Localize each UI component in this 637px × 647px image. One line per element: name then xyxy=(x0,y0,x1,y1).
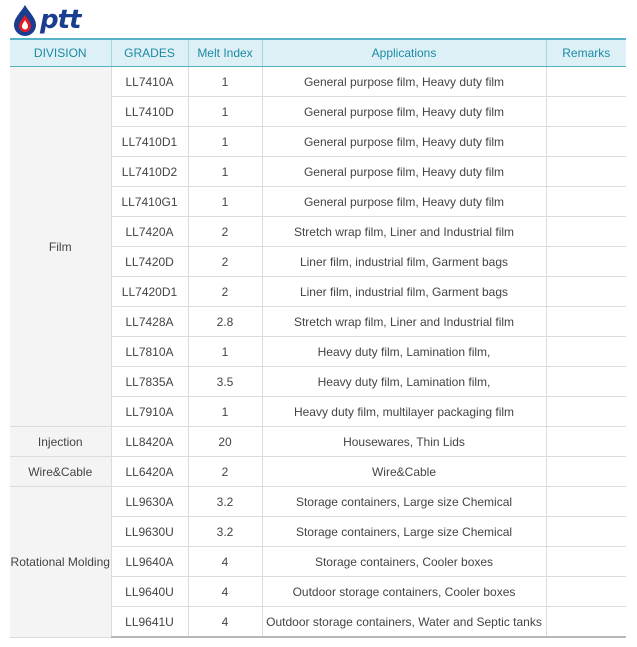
remarks-cell xyxy=(546,277,626,307)
melt-index-cell: 2.8 xyxy=(188,307,262,337)
grade-cell: LL6420A xyxy=(111,457,188,487)
remarks-cell xyxy=(546,577,626,607)
grade-cell: LL9630U xyxy=(111,517,188,547)
table-row xyxy=(10,457,626,487)
melt-index-cell: 4 xyxy=(188,577,262,607)
applications-cell: Wire&Cable xyxy=(262,457,546,487)
remarks-cell xyxy=(546,337,626,367)
melt-index-cell: 1 xyxy=(188,67,262,97)
logo-wordmark: ptt xyxy=(40,5,81,35)
grade-cell: LL7428A xyxy=(111,307,188,337)
melt-index-cell: 3.5 xyxy=(188,367,262,397)
remarks-cell xyxy=(546,367,626,397)
melt-index-cell: 1 xyxy=(188,187,262,217)
applications-cell: Outdoor storage containers, Cooler boxes xyxy=(262,577,546,607)
applications-cell: Liner film, industrial film, Garment bags xyxy=(262,277,546,307)
product-grades-table xyxy=(10,38,626,638)
melt-index-cell: 3.2 xyxy=(188,517,262,547)
remarks-cell xyxy=(546,517,626,547)
grade-cell: LL7410D2 xyxy=(111,157,188,187)
header-applications: Applications xyxy=(262,39,546,67)
division-cell: Injection xyxy=(10,427,111,457)
melt-index-cell: 20 xyxy=(188,427,262,457)
division-cell: Film xyxy=(10,67,111,427)
table-row xyxy=(10,487,626,517)
table-row xyxy=(10,67,626,97)
remarks-cell xyxy=(546,247,626,277)
remarks-cell xyxy=(546,397,626,427)
melt-index-cell: 2 xyxy=(188,247,262,277)
applications-cell: Heavy duty film, multilayer packaging film xyxy=(262,397,546,427)
applications-cell: Liner film, industrial film, Garment bags xyxy=(262,247,546,277)
applications-cell: Stretch wrap film, Liner and Industrial film xyxy=(262,307,546,337)
applications-cell: General purpose film, Heavy duty film xyxy=(262,127,546,157)
remarks-cell xyxy=(546,217,626,247)
applications-cell: Storage containers, Large size Chemical xyxy=(262,487,546,517)
header-grades: GRADES xyxy=(111,39,188,67)
grade-cell: LL7910A xyxy=(111,397,188,427)
flame-drop-icon xyxy=(12,4,38,36)
melt-index-cell: 1 xyxy=(188,97,262,127)
applications-cell: Storage containers, Large size Chemical xyxy=(262,517,546,547)
table-row xyxy=(10,427,626,457)
grade-cell: LL9641U xyxy=(111,607,188,638)
applications-cell: General purpose film, Heavy duty film xyxy=(262,157,546,187)
applications-cell: Storage containers, Cooler boxes xyxy=(262,547,546,577)
remarks-cell xyxy=(546,427,626,457)
division-cell: Rotational Molding xyxy=(10,487,111,638)
melt-index-cell: 2 xyxy=(188,217,262,247)
grade-cell: LL7410G1 xyxy=(111,187,188,217)
melt-index-cell: 4 xyxy=(188,547,262,577)
applications-cell: General purpose film, Heavy duty film xyxy=(262,187,546,217)
applications-cell: Heavy duty film, Lamination film, xyxy=(262,337,546,367)
grade-cell: LL7410D1 xyxy=(111,127,188,157)
melt-index-cell: 2 xyxy=(188,277,262,307)
remarks-cell xyxy=(546,607,626,638)
division-cell: Wire&Cable xyxy=(10,457,111,487)
table-body xyxy=(10,67,626,638)
ptt-logo xyxy=(12,4,80,36)
melt-index-cell: 1 xyxy=(188,157,262,187)
applications-cell: General purpose film, Heavy duty film xyxy=(262,67,546,97)
grade-cell: LL8420A xyxy=(111,427,188,457)
grade-cell: LL7420D1 xyxy=(111,277,188,307)
remarks-cell xyxy=(546,157,626,187)
melt-index-cell: 3.2 xyxy=(188,487,262,517)
applications-cell: Heavy duty film, Lamination film, xyxy=(262,367,546,397)
remarks-cell xyxy=(546,487,626,517)
header-remarks: Remarks xyxy=(546,39,626,67)
applications-cell: Outdoor storage containers, Water and Septic tanks xyxy=(262,607,546,638)
grade-cell: LL9640U xyxy=(111,577,188,607)
applications-cell: Housewares, Thin Lids xyxy=(262,427,546,457)
remarks-cell xyxy=(546,307,626,337)
grade-cell: LL7410D xyxy=(111,97,188,127)
grade-cell: LL9630A xyxy=(111,487,188,517)
grade-cell: LL7420A xyxy=(111,217,188,247)
remarks-cell xyxy=(546,67,626,97)
header-melt-index: Melt Index xyxy=(188,39,262,67)
grade-cell: LL9640A xyxy=(111,547,188,577)
grade-cell: LL7810A xyxy=(111,337,188,367)
grade-cell: LL7835A xyxy=(111,367,188,397)
melt-index-cell: 1 xyxy=(188,127,262,157)
table-header-row xyxy=(10,39,626,67)
header-division: DIVISION xyxy=(10,39,111,67)
applications-cell: Stretch wrap film, Liner and Industrial film xyxy=(262,217,546,247)
grade-cell: LL7410A xyxy=(111,67,188,97)
melt-index-cell: 1 xyxy=(188,397,262,427)
melt-index-cell: 2 xyxy=(188,457,262,487)
grade-cell: LL7420D xyxy=(111,247,188,277)
remarks-cell xyxy=(546,547,626,577)
melt-index-cell: 4 xyxy=(188,607,262,638)
applications-cell: General purpose film, Heavy duty film xyxy=(262,97,546,127)
melt-index-cell: 1 xyxy=(188,337,262,367)
remarks-cell xyxy=(546,127,626,157)
remarks-cell xyxy=(546,97,626,127)
remarks-cell xyxy=(546,457,626,487)
remarks-cell xyxy=(546,187,626,217)
